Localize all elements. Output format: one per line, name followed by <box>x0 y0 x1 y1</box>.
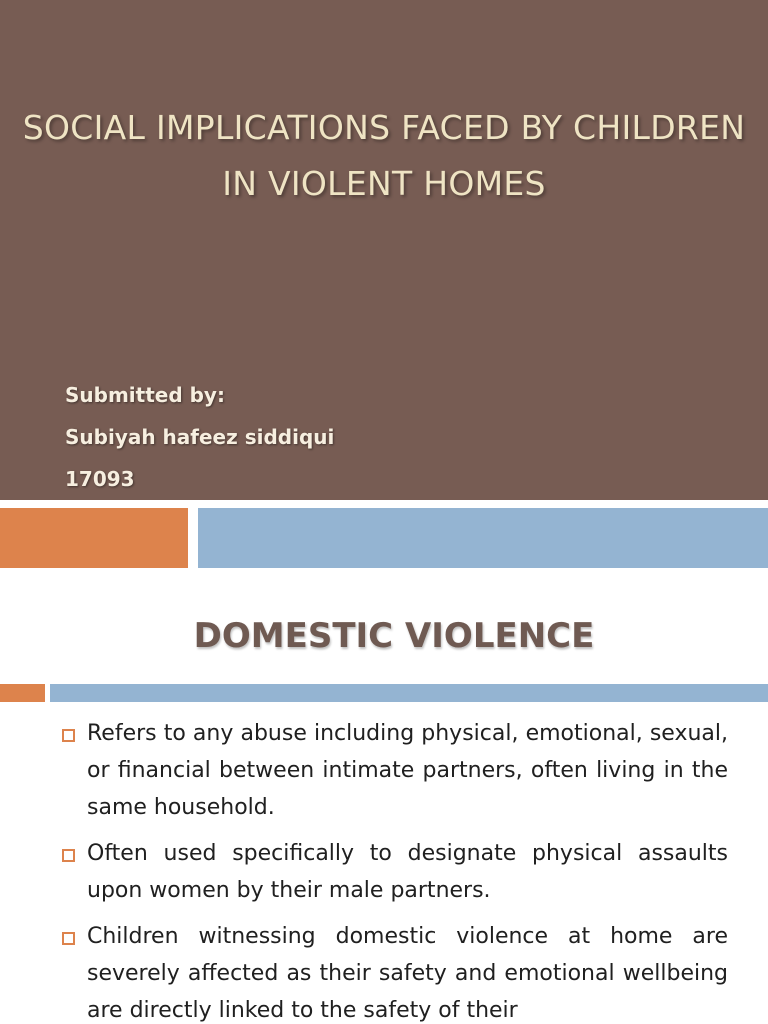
hollow-square-bullet-icon <box>62 729 75 742</box>
student-id: 17093 <box>65 467 135 491</box>
content-slide <box>0 588 768 1024</box>
submitted-by-label: Submitted by: <box>65 383 225 407</box>
bullet-list <box>60 715 728 1024</box>
submission-info <box>65 374 334 500</box>
list-item <box>60 715 728 826</box>
list-item <box>60 918 728 1024</box>
blue-accent-band <box>198 508 768 568</box>
orange-accent-band <box>0 508 188 568</box>
blue-accent-bar <box>50 684 768 702</box>
list-item <box>60 835 728 909</box>
slide-heading: DOMESTIC VIOLENCE <box>193 616 595 656</box>
list-item-text: Children witnessing domestic violence at home are severely affected as their safety and emotional wellbeing are directly linked to the safety of their <box>87 924 728 1023</box>
list-item-text: Often used specifically to designate physical assaults upon women by their male partners. <box>87 841 728 903</box>
author-name: Subiyah hafeez siddiqui <box>65 425 335 449</box>
orange-accent-bar <box>0 684 45 702</box>
list-item-text: Refers to any abuse including physical, emotional, sexual, or financial between intimate partners, often living in the same household. <box>87 721 728 820</box>
hollow-square-bullet-icon <box>62 849 75 862</box>
hollow-square-bullet-icon <box>62 932 75 945</box>
title-slide-heading: SOCIAL IMPLICATIONS FACED BY CHILDREN IN VIOLENT HOMES <box>22 108 746 203</box>
